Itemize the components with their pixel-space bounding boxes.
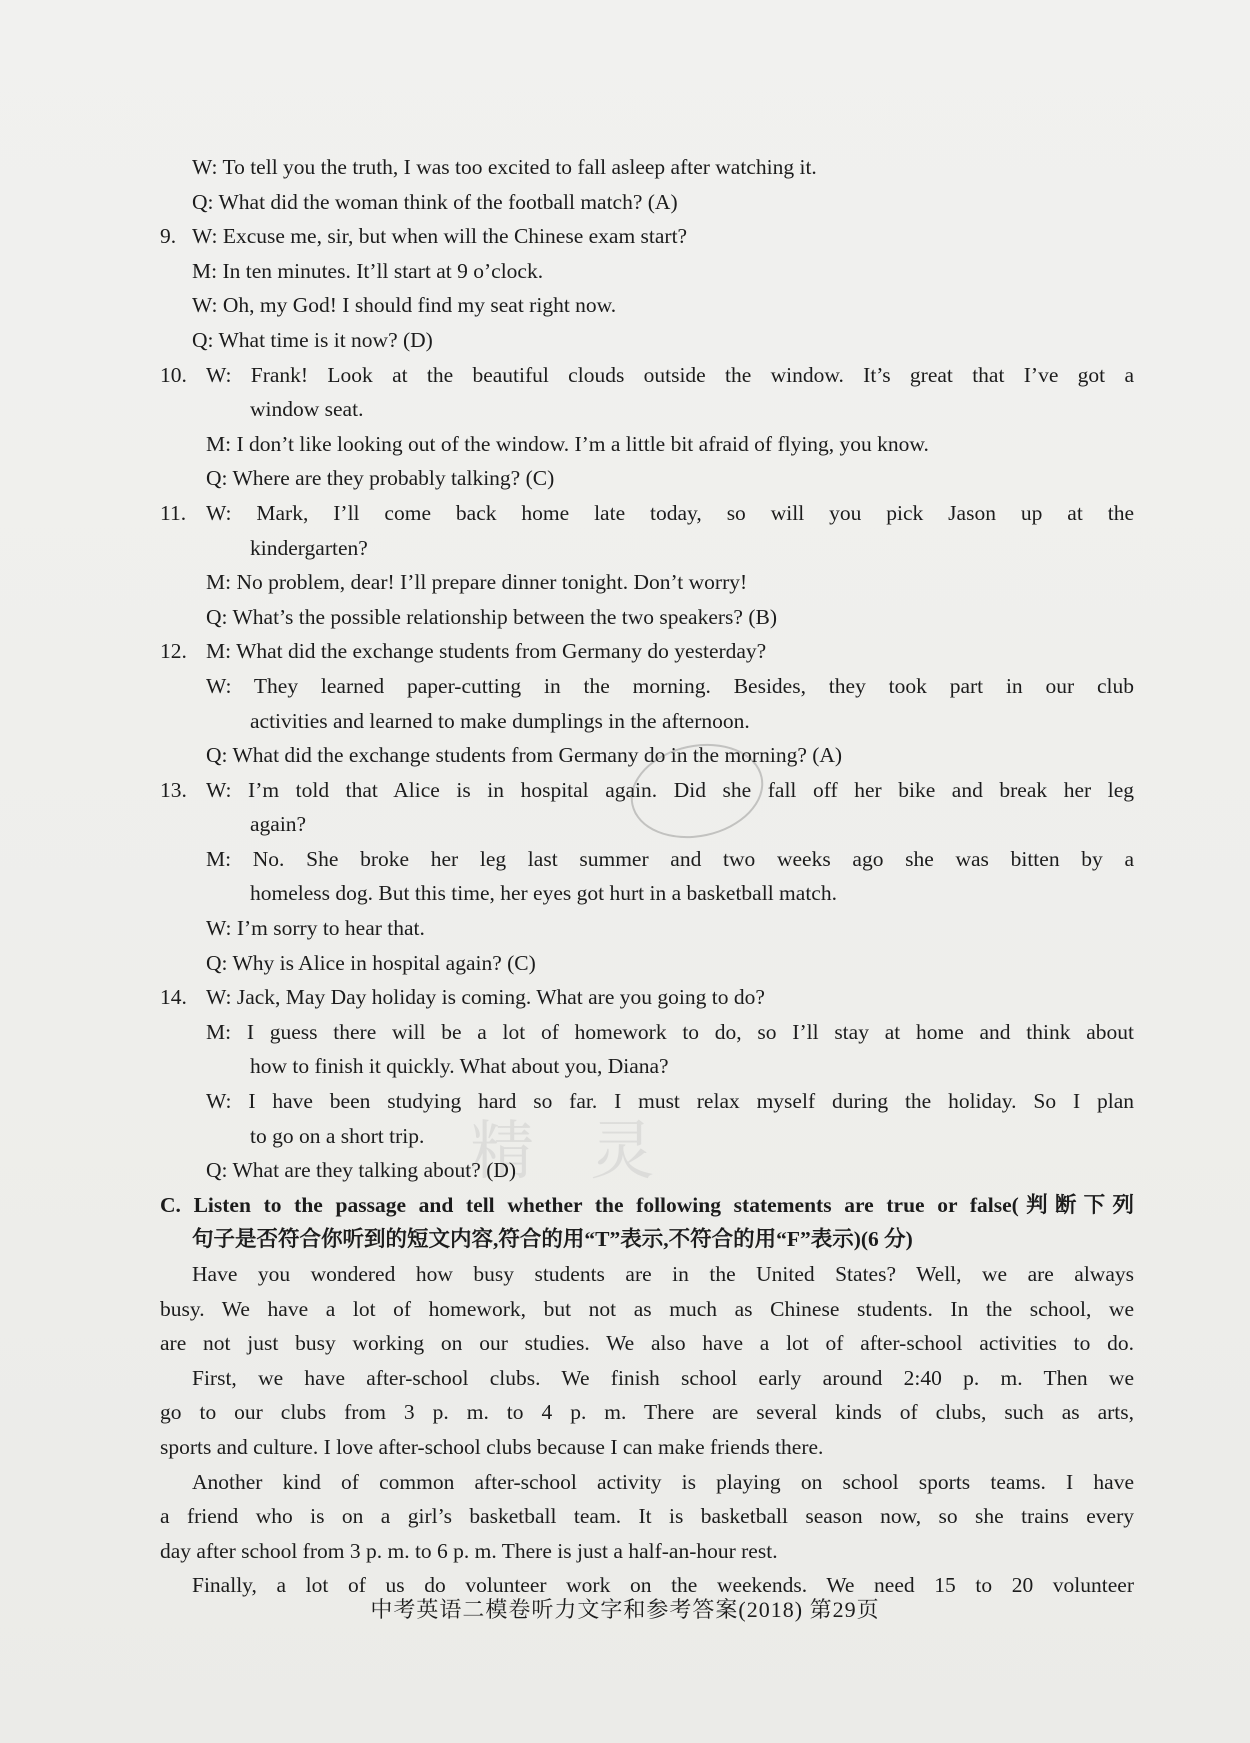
passage-line: Finally, a lot of us do volunteer work on the weekends. We need 15 to 20 volunteer <box>192 1573 1134 1598</box>
dialogue-line: M: I don’t like looking out of the window. I’m a little bit afraid of flying, you know. <box>206 431 929 456</box>
passage-line: day after school from 3 p. m. to 6 p. m. There is just a half-an-hour rest. <box>160 1538 778 1563</box>
item-number: 10. <box>160 362 187 387</box>
dialogue-line: W: They learned paper-cutting in the morning. Besides, they took part in our club <box>206 673 1134 698</box>
dialogue-row <box>160 842 1134 877</box>
question-line: Q: What time is it now? (D) <box>192 327 433 352</box>
section-heading-line: 句子是否符合你听到的短文内容,符合的用“T”表示,不符合的用“F”表示)(6 分) <box>192 1227 913 1252</box>
dialogue-line-continued: kindergarten? <box>250 535 368 560</box>
dialogue-line: M: What did the exchange students from Germany do yesterday? <box>206 639 767 664</box>
item-number: 11. <box>160 500 187 525</box>
dialogue-line-continued: window seat. <box>250 397 364 422</box>
item-11 <box>160 496 1134 531</box>
passage <box>160 1257 1134 1603</box>
passage-line: are not just busy working on our studies. We also have a lot of after-school activities to do. <box>160 1331 1134 1356</box>
passage-line: Another kind of common after-school activity is playing on school sports teams. I have <box>192 1469 1134 1494</box>
passage-line: go to our clubs from 3 p. m. to 4 p. m. There are several kinds of clubs, such as arts, <box>160 1400 1134 1425</box>
passage-line-row <box>160 1326 1134 1361</box>
passage-line-row <box>160 1499 1134 1534</box>
item-10 <box>160 358 1134 393</box>
dialogue-line: W: Frank! Look at the beautiful clouds outside the window. It’s great that I’ve got a <box>206 362 1134 387</box>
dialogue-line-continued: homeless dog. But this time, her eyes got hurt in a basketball match. <box>250 881 837 906</box>
passage-line: sports and culture. I love after-school clubs because I can make friends there. <box>160 1434 824 1459</box>
watermark: 精 灵 <box>470 1115 673 1189</box>
page-footer: 中考英语二模卷听力文字和参考答案(2018) 第29页 <box>370 1597 880 1622</box>
question-line: Q: Where are they probably talking? (C) <box>206 466 555 491</box>
dialogue-line: W: To tell you the truth, I was too excited to fall asleep after watching it. <box>192 155 817 179</box>
dialogue-line: M: In ten minutes. It’ll start at 9 o’clock. <box>192 258 544 283</box>
dialogue-line: M: No problem, dear! I’ll prepare dinner tonight. Don’t worry! <box>206 570 748 595</box>
question-line: Q: What did the exchange students from Germany do in the morning? (A) <box>206 743 843 768</box>
dialogue-row <box>160 669 1134 704</box>
section-c-heading <box>160 1188 1134 1223</box>
dialogue-line: W: Oh, my God! I should find my seat right now. <box>192 293 617 318</box>
passage-line-row <box>160 1465 1134 1500</box>
passage-line-row <box>160 1395 1134 1430</box>
question-line: Q: Why is Alice in hospital again? (C) <box>206 950 536 975</box>
item-number: 12. <box>160 639 187 664</box>
dialogue-row <box>160 1084 1134 1119</box>
item-12 <box>160 634 1134 669</box>
dialogue-line-continued: to go on a short trip. <box>250 1123 425 1148</box>
item-number: 14. <box>160 985 187 1010</box>
item-number: 9. <box>160 224 177 249</box>
item-13 <box>160 773 1134 808</box>
passage-line: a friend who is on a girl’s basketball team. It is basketball season now, so she trains every <box>160 1504 1134 1529</box>
dialogue-line-continued: activities and learned to make dumplings in the afternoon. <box>250 708 750 733</box>
passage-line-row <box>160 1257 1134 1292</box>
passage-line-row <box>160 1361 1134 1396</box>
question-line: Q: What are they talking about? (D) <box>206 1158 517 1183</box>
passage-line-row <box>160 1292 1134 1327</box>
item-number: 13. <box>160 777 187 802</box>
item-14 <box>160 980 1134 1015</box>
dialogue-line-continued: again? <box>250 812 307 837</box>
dialogue-row <box>160 1015 1134 1050</box>
listening-transcript <box>160 150 1134 1603</box>
section-heading-line: C. Listen to the passage and tell whether the following statements are true or false(判断下列 <box>160 1192 1134 1217</box>
dialogue-line: W: I’m told that Alice is in hospital again. Did she fall off her bike and break her leg <box>206 777 1134 802</box>
item-9 <box>160 219 1134 254</box>
dialogue-line: W: Mark, I’ll come back home late today, so will you pick Jason up at the <box>206 500 1134 525</box>
dialogue-line: W: I’m sorry to hear that. <box>206 916 425 941</box>
dialogue-line: W: I have been studying hard so far. I must relax myself during the holiday. So I plan <box>206 1089 1134 1114</box>
passage-line: busy. We have a lot of homework, but not as much as Chinese students. In the school, we <box>160 1296 1134 1321</box>
dialogue-line: M: No. She broke her leg last summer and two weeks ago she was bitten by a <box>206 846 1134 871</box>
question-line: Q: What’s the possible relationship between the two speakers? (B) <box>206 604 777 629</box>
passage-line: Have you wondered how busy students are in the United States? Well, we are always <box>192 1262 1134 1286</box>
dialogue-line: W: Jack, May Day holiday is coming. What are you going to do? <box>206 985 765 1010</box>
dialogue-line-continued: how to finish it quickly. What about you, Diana? <box>250 1054 669 1079</box>
dialogue-line: M: I guess there will be a lot of homework to do, so I’ll stay at home and think about <box>206 1019 1134 1044</box>
question-line: Q: What did the woman think of the football match? (A) <box>192 189 678 214</box>
dialogue-line: W: Excuse me, sir, but when will the Chinese exam start? <box>192 224 688 249</box>
passage-line: First, we have after-school clubs. We finish school early around 2:40 p. m. Then we <box>192 1365 1134 1390</box>
